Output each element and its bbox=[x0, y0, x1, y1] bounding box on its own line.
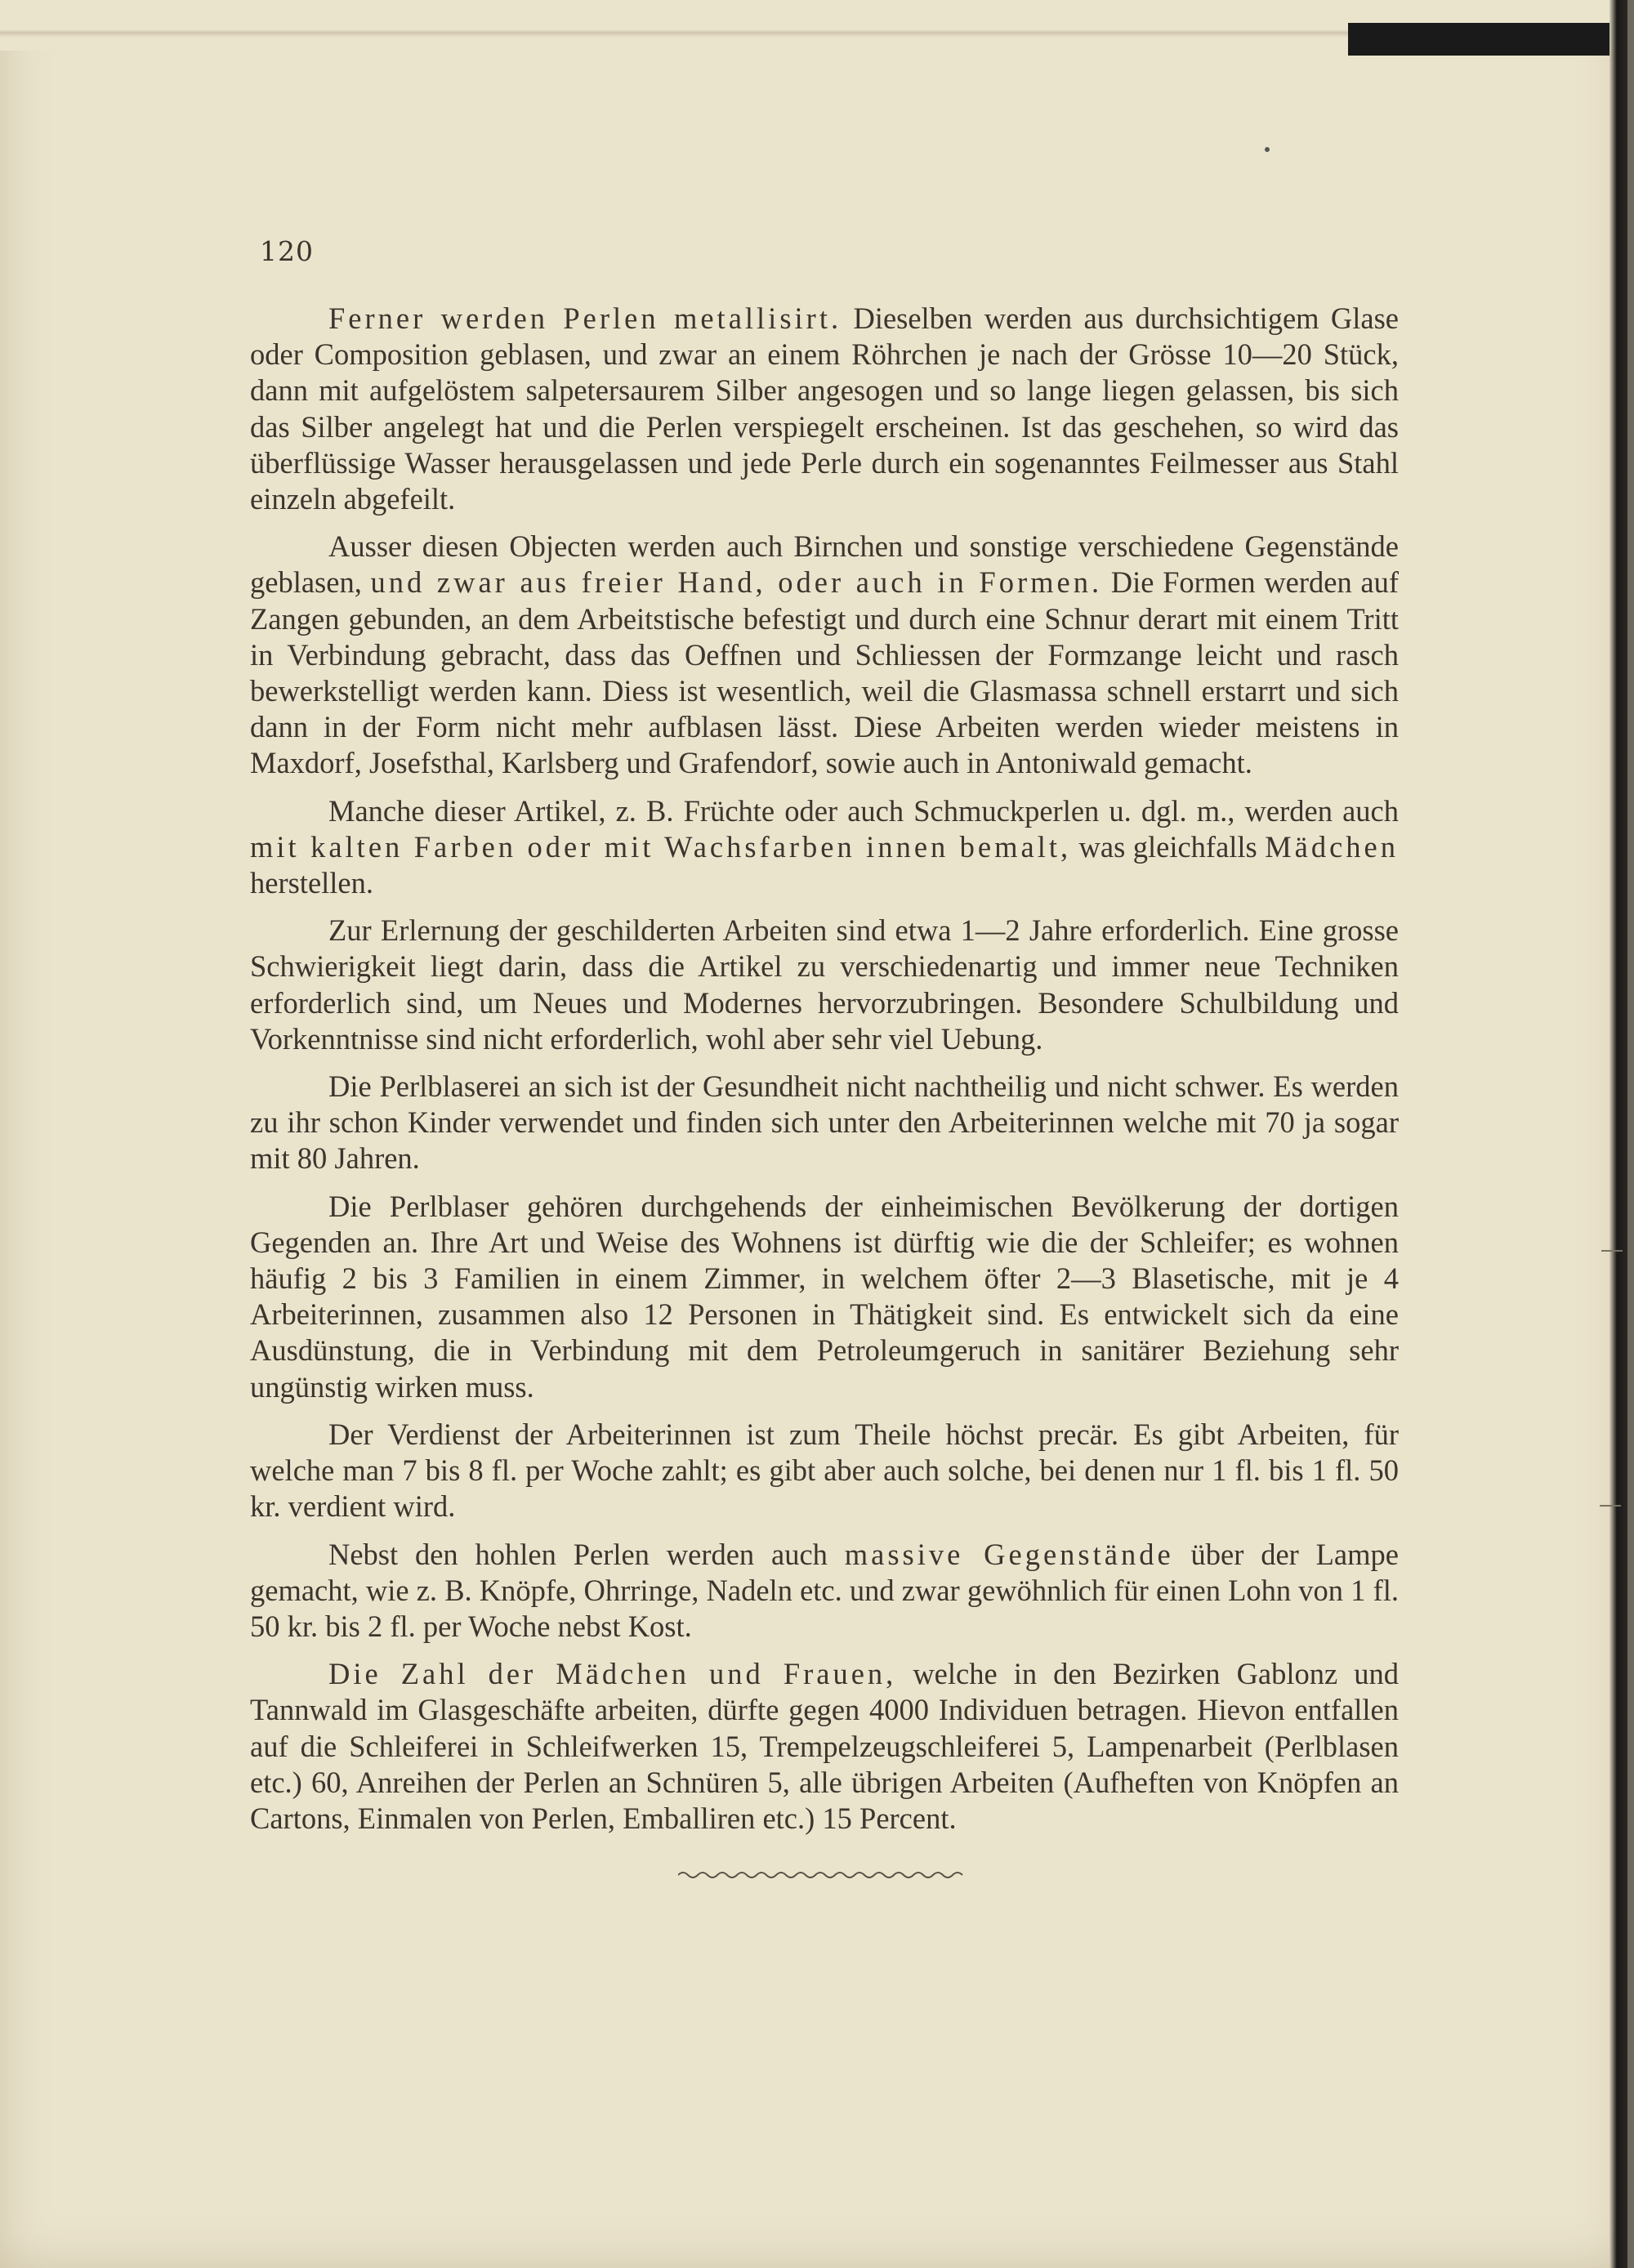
paragraph-6: Die Perlblaser gehören durchgehends der einheimischen Bevölkerung der dortigen Gegenden an. Ihre Art und Weise des Wohnens ist dürftig wie die der Schleifer; es wohnen häufig 2 bis 3 Familien in einem Zimmer, in welchem öfter 2—3 Blasetische, mit je 4 Arbeiterinnen, zusammen also 12 Personen in Thätigkeit sind. Es entwickelt sich da eine Ausdünstung, die in Verbindung mit dem Petroleumgeruch in sanitärer Beziehung sehr ungünstig wirken muss. bbox=[250, 1189, 1399, 1404]
spaced-emphasis: Ferner werden Perlen metallisirt. bbox=[328, 301, 842, 335]
spaced-emphasis: mit kalten Farben oder mit Wachsfarben innen bemalt, bbox=[250, 829, 1072, 864]
paragraph-2 bbox=[250, 529, 1399, 781]
margin-mark bbox=[1600, 1505, 1621, 1507]
paragraph-8 bbox=[250, 1537, 1399, 1645]
paragraph-7: Der Verdienst der Arbeiterinnen ist zum Theile höchst precär. Es gibt Arbeiten, für welche man 7 bis 8 fl. per Woche zahlt; es gibt aber auch solche, bei denen nur 1 fl. bis 1 fl. 50 kr. verdient wird. bbox=[250, 1417, 1399, 1524]
paragraph-text: Ausser diesen Objecten werden auch Birnchen und sonstige verschiedene Gegenstände geblasen, bbox=[250, 529, 1399, 600]
binding-shadow bbox=[1348, 23, 1627, 56]
book-spine bbox=[1609, 0, 1627, 2268]
page-number: 120 bbox=[260, 235, 314, 267]
spaced-emphasis: Die Zahl der Mädchen und Frauen, bbox=[328, 1657, 897, 1691]
wavy-divider-ornament bbox=[678, 1868, 964, 1882]
spaced-emphasis: Mädchen bbox=[1265, 829, 1399, 864]
paragraph-text: Manche dieser Artikel, z. B. Früchte oder auch Schmuckperlen u. dgl. m., werden auch bbox=[328, 793, 1399, 828]
spaced-emphasis: und zwar aus freier Hand, oder auch in Formen. bbox=[370, 565, 1103, 600]
paragraph-3 bbox=[250, 793, 1399, 902]
paragraph-4: Zur Erlernung der geschilderten Arbeiten sind etwa 1—2 Jahre erforderlich. Eine grosse Schwierigkeit liegt darin, dass die Artikel zu verschiedenartig und immer neue Techniken erforderlich sind, um Neues und Modernes hervorzubringen. Besondere Schulbildung und Vorkenntnisse sind nicht erforderlich, wohl aber sehr viel Uebung. bbox=[250, 913, 1399, 1056]
ink-speck bbox=[1265, 147, 1270, 152]
margin-mark bbox=[1601, 1250, 1623, 1252]
paragraph-text: Die Formen werden auf Zangen gebunden, an dem Arbeitstische befestigt und durch eine Schnur derart mit einem Tritt in Verbindung gebracht, dass das Oeffnen und Schliessen der Formzange leicht und rasch bewerkstelligt werden kann. Diess ist wesentlich, weil die Glasmassa schnell erstarrt und sich dann in der Form nicht mehr aufblasen lässt. Diese Arbeiten werden wieder meistens in Maxdorf, Josefsthal, Karlsberg und Grafendorf, sowie auch in Antoniwald gemacht. bbox=[250, 565, 1399, 780]
body-text bbox=[250, 301, 1399, 1848]
paragraph-text: Dieselben werden aus durchsichtigem Glase oder Composition geblasen, und zwar an einem Röhrchen je nach der Grösse 10—20 Stück, dann mit aufgelöstem salpetersaurem Silber angesogen und so lange liegen gelassen, bis sich das Silber angelegt hat und die Perlen verspiegelt erscheinen. Ist das geschehen, so wird das überflüssige Wasser herausgelassen und jede Perle durch ein sogenanntes Feilmesser aus Stahl einzeln abgefeilt. bbox=[250, 301, 1399, 516]
paragraph-text: herstellen. bbox=[250, 866, 374, 900]
paragraph-text: Nebst den hohlen Perlen werden auch bbox=[328, 1537, 845, 1571]
paragraph-9 bbox=[250, 1656, 1399, 1837]
paragraph-text: über der Lampe gemacht, wie z. B. Knöpfe, Ohrringe, Nadeln etc. und zwar gewöhnlich für einen Lohn von 1 fl. 50 kr. bis 2 fl. per Woche nebst Kost. bbox=[250, 1537, 1399, 1643]
paragraph-text: was gleichfalls bbox=[1071, 829, 1266, 864]
paragraph-5: Die Perlblaserei an sich ist der Gesundheit nicht nachtheilig und nicht schwer. Es werden zu ihr schon Kinder verwendet und finden sich unter den Arbeiterinnen welche mit 70 ja sogar mit 80 Jahren. bbox=[250, 1069, 1399, 1176]
paragraph-1 bbox=[250, 301, 1399, 517]
spaced-emphasis: massive Gegenstände bbox=[844, 1537, 1174, 1571]
paragraph-text: welche in den Bezirken Gablonz und Tannwald im Glasgeschäfte arbeiten, dürfte gegen 4000 Individuen betragen. Hievon entfallen auf die Schleiferei in Schleifwerken 15, Trempelzeugschleiferei 5, Lampenarbeit (Perlblasen etc.) 60, Anreihen der Perlen an Schnüren 5, alle übrigen Arbeiten (Aufheften von Knöpfen an Cartons, Einmalen von Perlen, Emballiren etc.) 15 Percent. bbox=[250, 1657, 1399, 1835]
